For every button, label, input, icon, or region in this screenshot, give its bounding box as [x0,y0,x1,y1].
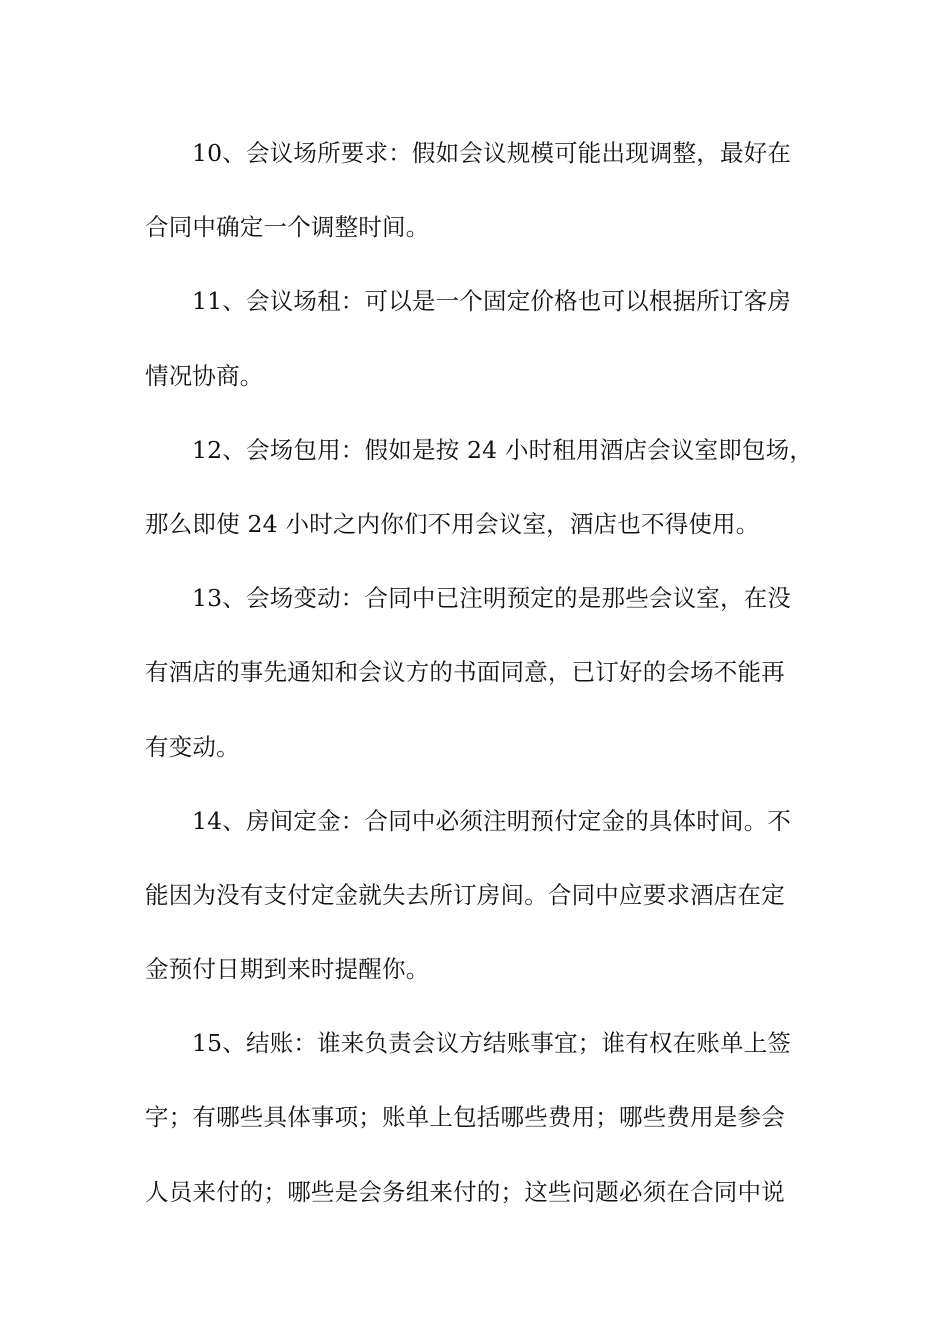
paragraph-line: 12、会场包用：假如是按 24 小时租用酒店会议室即包场， [192,435,814,464]
paragraph-line: 14、房间定金：合同中必须注明预付定金的具体时间。不 [192,806,792,835]
paragraph-line: 13、会场变动：合同中已注明预定的是那些会议室，在没 [192,584,792,613]
paragraph-line: 字；有哪些具体事项；账单上包括哪些费用；哪些费用是参会 [145,1103,785,1132]
paragraph-line: 金预付日期到来时提醒你。 [145,955,430,984]
paragraph-line: 有变动。 [145,732,240,761]
paragraph-12-exclusive-use [145,424,814,572]
paragraph-11-venue-rent [145,275,805,423]
paragraph-line: 11、会议场租：可以是一个固定价格也可以根据所订客房 [192,287,792,316]
paragraph-line: 15、结账：谁来负责会议方结账事宜；谁有权在账单上签 [192,1029,792,1058]
paragraph-line: 人员来付的；哪些是会务组来付的；这些问题必须在合同中说 [145,1177,785,1206]
paragraph-line: 有酒店的事先通知和会议方的书面同意，已订好的会场不能再 [145,658,785,687]
paragraph-10-venue-requirements [145,127,805,275]
paragraph-line: 10、会议场所要求：假如会议规模可能出现调整，最好在 [192,139,792,167]
paragraph-13-venue-changes [145,572,805,795]
document-body [145,127,814,1240]
paragraph-15-billing [145,1017,805,1240]
paragraph-line: 能因为没有支付定金就失去所订房间。合同中应要求酒店在定 [145,880,785,909]
paragraph-line: 情况协商。 [145,361,264,390]
paragraph-line: 那么即使 24 小时之内你们不用会议室，酒店也不得使用。 [145,509,760,538]
paragraph-14-room-deposit [145,795,805,1018]
paragraph-line: 合同中确定一个调整时间。 [145,213,430,242]
